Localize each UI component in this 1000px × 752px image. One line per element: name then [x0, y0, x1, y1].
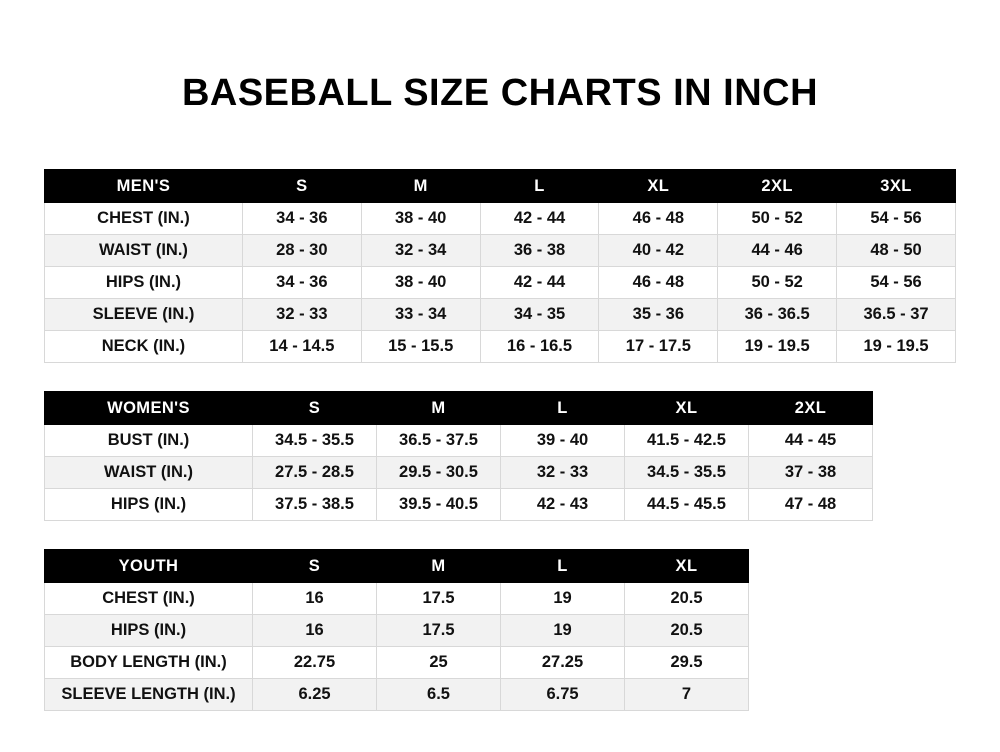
table-cell: 36.5 - 37 — [837, 299, 956, 331]
table-row — [45, 425, 873, 457]
table-row — [45, 647, 749, 679]
table-cell: 32 - 33 — [242, 299, 361, 331]
row-label: SLEEVE LENGTH (IN.) — [45, 679, 253, 711]
table-cell: 37 - 38 — [749, 457, 873, 489]
table-cell: 20.5 — [625, 583, 749, 615]
table-cell: 37.5 - 38.5 — [253, 489, 377, 521]
table-cell: 29.5 - 30.5 — [377, 457, 501, 489]
table-cell: 16 - 16.5 — [480, 331, 599, 363]
table-cell: 34 - 36 — [242, 203, 361, 235]
row-label: CHEST (IN.) — [45, 203, 243, 235]
table-cell: 34 - 36 — [242, 267, 361, 299]
column-header: M — [377, 550, 501, 583]
column-header: S — [253, 392, 377, 425]
table-cell: 17.5 — [377, 615, 501, 647]
column-header: XL — [625, 392, 749, 425]
table-cell: 27.25 — [501, 647, 625, 679]
mens-size-table — [44, 169, 956, 363]
column-header: M — [361, 170, 480, 203]
table-cell: 46 - 48 — [599, 203, 718, 235]
column-header: M — [377, 392, 501, 425]
table-cell: 41.5 - 42.5 — [625, 425, 749, 457]
table-cell: 19 - 19.5 — [718, 331, 837, 363]
table-cell: 36.5 - 37.5 — [377, 425, 501, 457]
table-row — [45, 331, 956, 363]
table-cell: 32 - 33 — [501, 457, 625, 489]
table-cell: 19 — [501, 583, 625, 615]
table-cell: 14 - 14.5 — [242, 331, 361, 363]
row-label: HIPS (IN.) — [45, 267, 243, 299]
table-cell: 39.5 - 40.5 — [377, 489, 501, 521]
column-header: S — [242, 170, 361, 203]
table-row — [45, 267, 956, 299]
table-cell: 48 - 50 — [837, 235, 956, 267]
table-cell: 19 — [501, 615, 625, 647]
table-row — [45, 615, 749, 647]
table-cell: 42 - 43 — [501, 489, 625, 521]
table-cell: 17 - 17.5 — [599, 331, 718, 363]
table-cell: 54 - 56 — [837, 267, 956, 299]
table-cell: 50 - 52 — [718, 267, 837, 299]
column-header: XL — [625, 550, 749, 583]
table-header-row — [45, 392, 873, 425]
table-cell: 34.5 - 35.5 — [625, 457, 749, 489]
column-header: WOMEN'S — [45, 392, 253, 425]
column-header: 2XL — [749, 392, 873, 425]
column-header: L — [501, 550, 625, 583]
column-header: YOUTH — [45, 550, 253, 583]
table-cell: 25 — [377, 647, 501, 679]
table-cell: 6.75 — [501, 679, 625, 711]
row-label: SLEEVE (IN.) — [45, 299, 243, 331]
row-label: WAIST (IN.) — [45, 235, 243, 267]
table-header-row — [45, 550, 749, 583]
table-cell: 47 - 48 — [749, 489, 873, 521]
table-cell: 39 - 40 — [501, 425, 625, 457]
table-cell: 32 - 34 — [361, 235, 480, 267]
column-header: L — [480, 170, 599, 203]
table-cell: 20.5 — [625, 615, 749, 647]
row-label: BUST (IN.) — [45, 425, 253, 457]
table-cell: 27.5 - 28.5 — [253, 457, 377, 489]
table-cell: 38 - 40 — [361, 203, 480, 235]
charts-container — [0, 169, 1000, 711]
table-cell: 16 — [253, 615, 377, 647]
row-label: BODY LENGTH (IN.) — [45, 647, 253, 679]
table-cell: 36 - 36.5 — [718, 299, 837, 331]
table-cell: 36 - 38 — [480, 235, 599, 267]
table-cell: 54 - 56 — [837, 203, 956, 235]
table-cell: 33 - 34 — [361, 299, 480, 331]
column-header: XL — [599, 170, 718, 203]
table-row — [45, 299, 956, 331]
table-cell: 35 - 36 — [599, 299, 718, 331]
youth-size-table — [44, 549, 749, 711]
table-row — [45, 457, 873, 489]
table-cell: 22.75 — [253, 647, 377, 679]
column-header: S — [253, 550, 377, 583]
page-title: BASEBALL SIZE CHARTS IN INCH — [181, 72, 819, 114]
table-cell: 38 - 40 — [361, 267, 480, 299]
row-label: WAIST (IN.) — [45, 457, 253, 489]
column-header: 3XL — [837, 170, 956, 203]
column-header: 2XL — [718, 170, 837, 203]
table-header-row — [45, 170, 956, 203]
table-cell: 7 — [625, 679, 749, 711]
table-cell: 19 - 19.5 — [837, 331, 956, 363]
table-cell: 17.5 — [377, 583, 501, 615]
row-label: NECK (IN.) — [45, 331, 243, 363]
table-cell: 44 - 46 — [718, 235, 837, 267]
table-cell: 50 - 52 — [718, 203, 837, 235]
table-cell: 34.5 - 35.5 — [253, 425, 377, 457]
column-header: L — [501, 392, 625, 425]
table-cell: 6.5 — [377, 679, 501, 711]
table-cell: 42 - 44 — [480, 267, 599, 299]
table-row — [45, 235, 956, 267]
womens-table-block — [44, 391, 956, 521]
womens-size-table — [44, 391, 873, 521]
table-cell: 34 - 35 — [480, 299, 599, 331]
table-cell: 29.5 — [625, 647, 749, 679]
table-cell: 44 - 45 — [749, 425, 873, 457]
row-label: HIPS (IN.) — [45, 615, 253, 647]
table-cell: 46 - 48 — [599, 267, 718, 299]
table-cell: 40 - 42 — [599, 235, 718, 267]
table-row — [45, 679, 749, 711]
table-cell: 28 - 30 — [242, 235, 361, 267]
table-cell: 16 — [253, 583, 377, 615]
mens-table-block — [44, 169, 956, 363]
row-label: CHEST (IN.) — [45, 583, 253, 615]
column-header: MEN'S — [45, 170, 243, 203]
table-row — [45, 489, 873, 521]
table-row — [45, 583, 749, 615]
table-cell: 44.5 - 45.5 — [625, 489, 749, 521]
row-label: HIPS (IN.) — [45, 489, 253, 521]
table-row — [45, 203, 956, 235]
table-cell: 15 - 15.5 — [361, 331, 480, 363]
youth-table-block — [44, 549, 956, 711]
table-cell: 42 - 44 — [480, 203, 599, 235]
table-cell: 6.25 — [253, 679, 377, 711]
